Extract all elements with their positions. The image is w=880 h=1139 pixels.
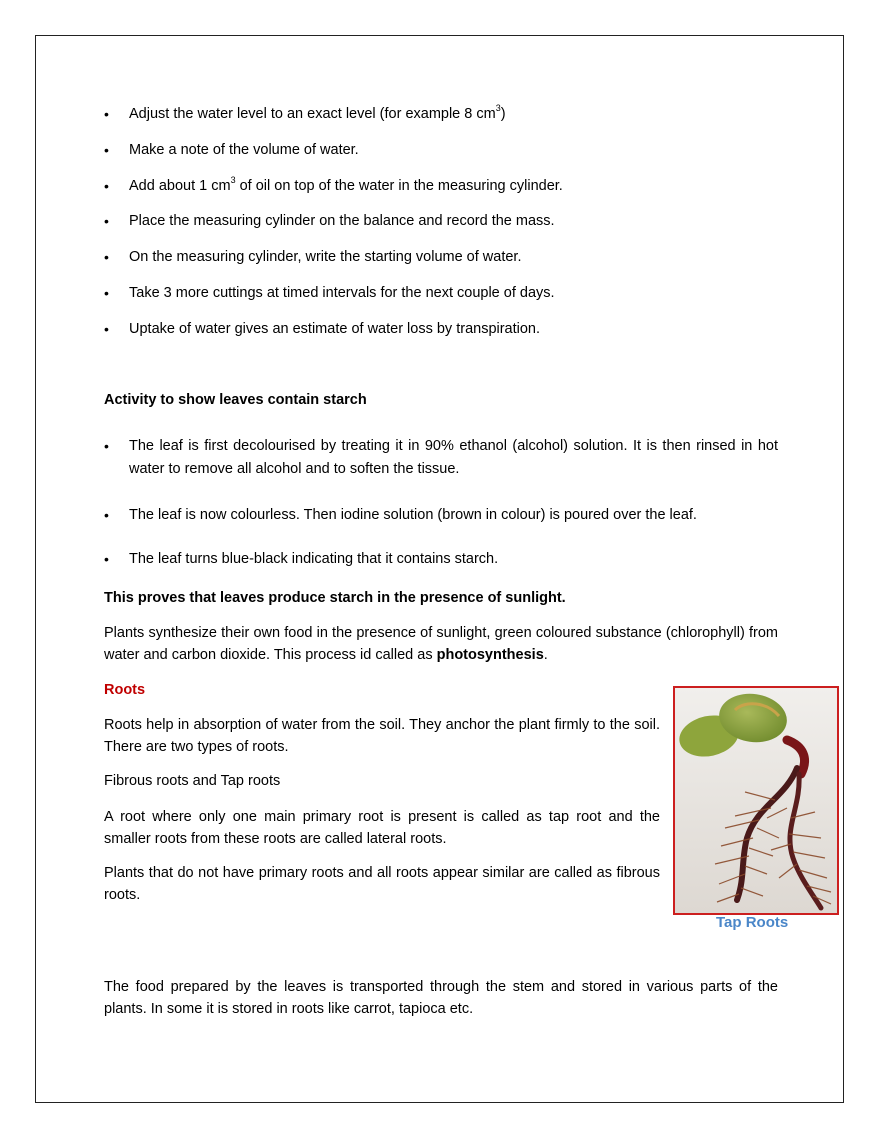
image-caption: Tap Roots: [716, 914, 789, 931]
activity-heading: Activity to show leaves contain starch: [104, 392, 367, 408]
food-storage-paragraph: The food prepared by the leaves is transported through the stem and stored in various parts of the plants. In some it is stored in roots like carrot, tapioca etc.: [104, 979, 778, 1017]
photosynthesis-term: photosynthesis: [436, 647, 544, 663]
fibrous-root-definition: Plants that do not have primary roots and all roots appear similar are called as fibrous roots.: [104, 865, 660, 903]
tap-root-definition: A root where only one main primary root is present is called as tap root and the smaller roots from these roots are called lateral roots.: [104, 809, 660, 847]
bullet-icon: •: [104, 438, 109, 454]
tap-roots-image: [673, 686, 839, 915]
photosynthesis-paragraph: Plants synthesize their own food in the presence of sunlight, green coloured substance (chlorophyll) from water and carbon dioxide. This process id called as photosynthesis.: [104, 625, 778, 663]
proof-statement: This proves that leaves produce starch in the presence of sunlight.: [104, 590, 566, 606]
tap-roots-illustration: [675, 688, 837, 913]
bullet-icon: •: [104, 551, 109, 567]
bullet-icon: •: [104, 178, 109, 194]
bullet-icon: •: [104, 142, 109, 158]
bullet-icon: •: [104, 106, 109, 122]
bullet-icon: •: [104, 249, 109, 265]
bullet-icon: •: [104, 321, 109, 337]
root-types: Fibrous roots and Tap roots: [104, 773, 281, 789]
roots-heading: Roots: [104, 682, 146, 698]
roots-paragraph: Roots help in absorption of water from the soil. They anchor the plant firmly to the soil. There are two types of roots.: [104, 717, 660, 755]
bullet-icon: •: [104, 285, 109, 301]
bullet-icon: •: [104, 213, 109, 229]
bullet-icon: •: [104, 507, 109, 523]
